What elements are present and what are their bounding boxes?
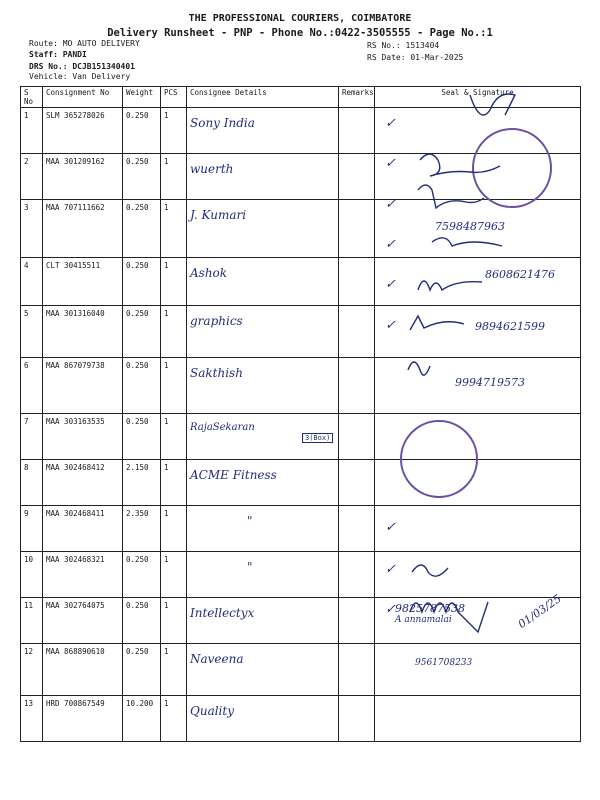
remark-tick-icon: ✓	[385, 520, 396, 535]
cell-weight: 0.250	[123, 598, 161, 644]
cell-consignment: MAA 302468411	[43, 506, 123, 552]
cell-consignee: Sony India	[187, 108, 339, 154]
cell-sno: 4	[21, 258, 43, 306]
cell-consignee: Intellectyx	[187, 598, 339, 644]
cell-signature: 9994719573	[375, 358, 581, 414]
runsheet-subtitle: Delivery Runsheet - PNP - Phone No.:0422-3505555 - Page No.:1	[107, 27, 493, 39]
cell-consignment: MAA 302468321	[43, 552, 123, 598]
rs-number: RS No.: 1513404	[367, 41, 440, 50]
cell-consignment: MAA 867079738	[43, 358, 123, 414]
cell-pcs: 1	[161, 644, 187, 696]
cell-consignment: MAA 301209162	[43, 154, 123, 200]
cell-pcs: 1	[161, 414, 187, 460]
col-header-consignee: Consignee Details	[187, 87, 339, 108]
cell-weight: 2.150	[123, 460, 161, 506]
remark-tick-icon: ✓	[385, 602, 396, 617]
cell-sno: 3	[21, 200, 43, 258]
rs-date: RS Date: 01-Mar-2025	[367, 53, 464, 62]
cell-weight: 0.250	[123, 644, 161, 696]
cell-sno: 11	[21, 598, 43, 644]
cell-consignee: "	[187, 552, 339, 598]
cell-consignee: J. Kumari	[187, 200, 339, 258]
cell-sno: 6	[21, 358, 43, 414]
drs-label: DRS No.: DCJB151340401	[29, 62, 135, 71]
cell-consignment: CLT 30415511	[43, 258, 123, 306]
remark-tick-icon: ✓	[385, 562, 396, 577]
col-header-consignment: Consignment No	[43, 87, 123, 108]
cell-pcs: 1	[161, 358, 187, 414]
cell-weight: 0.250	[123, 552, 161, 598]
remark-tick-icon: ✓	[385, 116, 396, 131]
cell-pcs: 1	[161, 200, 187, 258]
cell-consignment: MAA 302764075	[43, 598, 123, 644]
remark-tick-icon: ✓	[385, 237, 396, 252]
col-header-pcs: PCS	[161, 87, 187, 108]
cell-pcs: 1	[161, 696, 187, 742]
col-header-sno: S No	[21, 87, 43, 108]
col-header-weight: Weight	[123, 87, 161, 108]
cell-pcs: 1	[161, 258, 187, 306]
cell-weight: 0.250	[123, 108, 161, 154]
cell-weight: 10.200	[123, 696, 161, 742]
vehicle-label: Vehicle: Van Delivery	[29, 72, 131, 81]
box-count-note: 3(Box)	[302, 433, 333, 443]
cell-pcs: 1	[161, 506, 187, 552]
cell-signature: 9894621599	[375, 306, 581, 358]
cell-weight: 2.350	[123, 506, 161, 552]
cell-consignee: Quality	[187, 696, 339, 742]
cell-consignment: SLM 365278026	[43, 108, 123, 154]
cell-pcs: 1	[161, 552, 187, 598]
cell-consignment: MAA 868890610	[43, 644, 123, 696]
row11-phone: 9825787538	[395, 602, 465, 615]
cell-sno: 5	[21, 306, 43, 358]
remark-tick-icon: ✓	[385, 318, 396, 333]
cell-weight: 0.250	[123, 154, 161, 200]
cell-sno: 12	[21, 644, 43, 696]
cell-consignee: Ashok	[187, 258, 339, 306]
cell-sno: 1	[21, 108, 43, 154]
cell-consignment: MAA 707111662	[43, 200, 123, 258]
remark-tick-icon: ✓	[385, 277, 396, 292]
cell-pcs: 1	[161, 108, 187, 154]
cell-consignee: Sakthish	[187, 358, 339, 414]
cell-weight: 0.250	[123, 306, 161, 358]
cell-consignee: wuerth	[187, 154, 339, 200]
cell-consignment: MAA 301316040	[43, 306, 123, 358]
cell-sno: 13	[21, 696, 43, 742]
cell-weight: 0.250	[123, 200, 161, 258]
cell-consignment: MAA 302468412	[43, 460, 123, 506]
cell-consignee: ACME Fitness	[187, 460, 339, 506]
row11-receiver-name: A annamalai	[395, 615, 452, 625]
company-title: THE PROFESSIONAL COURIERS, COIMBATORE	[188, 13, 412, 24]
date-note: 01/03/25	[515, 592, 564, 631]
cell-signature: 8608621476	[375, 258, 581, 306]
remark-tick-icon: ✓	[385, 156, 396, 171]
cell-consignment: HRD 700867549	[43, 696, 123, 742]
cell-consignee: Naveena	[187, 644, 339, 696]
col-header-remarks: Remarks	[339, 87, 375, 108]
cell-pcs: 1	[161, 306, 187, 358]
cell-signature: 7598487963	[375, 200, 581, 258]
route-label: Route: MO AUTO DELIVERY	[29, 39, 140, 48]
cell-consignment: MAA 303163535	[43, 414, 123, 460]
cell-consignee: RajaSekaran	[187, 414, 339, 460]
staff-label: Staff: PANDI	[29, 50, 87, 59]
cell-sno: 10	[21, 552, 43, 598]
col-header-signature: Seal & Signature	[375, 87, 581, 108]
cell-sno: 7	[21, 414, 43, 460]
cell-weight: 0.250	[123, 358, 161, 414]
cell-sno: 9	[21, 506, 43, 552]
cell-sno: 8	[21, 460, 43, 506]
cell-weight: 0.250	[123, 258, 161, 306]
cell-consignee: "	[187, 506, 339, 552]
cell-signature: 9561708233	[375, 644, 581, 696]
cell-consignee: graphics	[187, 306, 339, 358]
cell-pcs: 1	[161, 598, 187, 644]
cell-sno: 2	[21, 154, 43, 200]
cell-weight: 0.250	[123, 414, 161, 460]
remark-tick-icon: ✓	[385, 197, 396, 212]
cell-pcs: 1	[161, 460, 187, 506]
cell-pcs: 1	[161, 154, 187, 200]
